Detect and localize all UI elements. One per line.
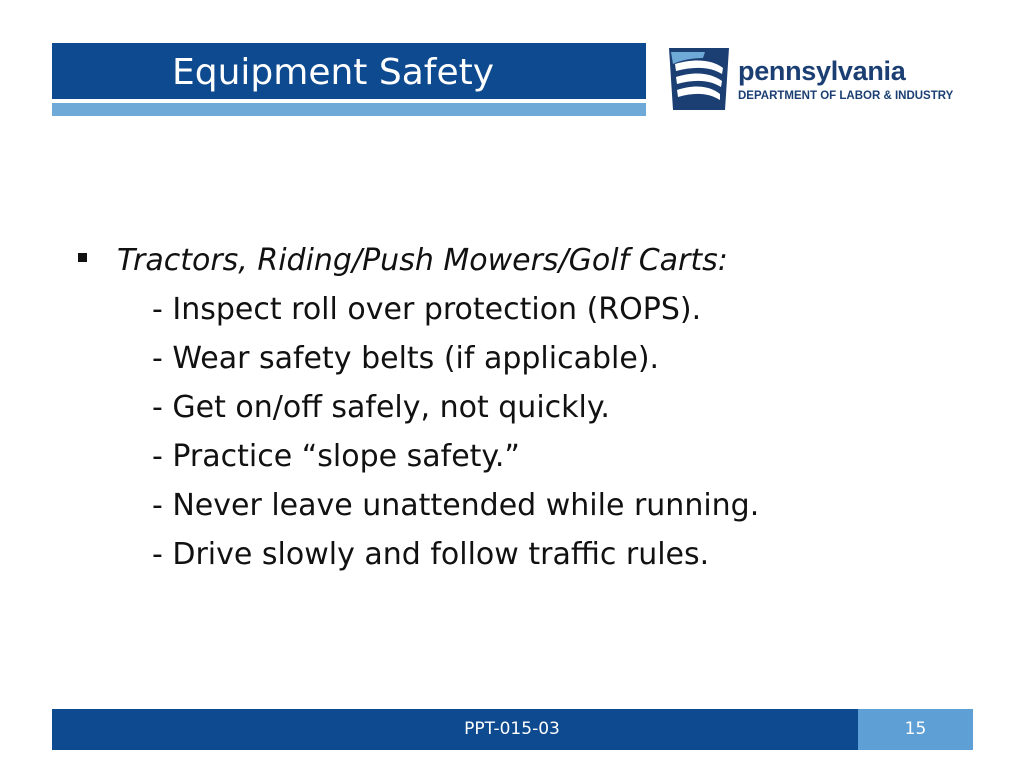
slide-content: [78, 236, 978, 579]
list-item: - Practice “slope safety.”: [152, 439, 520, 474]
list-item: - Wear safety belts (if applicable).: [152, 341, 660, 376]
list-item: - Drive slowly and follow traffic rules.: [152, 537, 710, 572]
bullet-heading-line: [78, 236, 978, 285]
logo-wordmark: pennsylvania: [738, 56, 906, 86]
logo-department: DEPARTMENT OF LABOR & INDUSTRY: [738, 90, 954, 102]
square-bullet-icon: [78, 253, 87, 262]
title-underline: [52, 103, 646, 116]
list-item: - Get on/off safely, not quickly.: [152, 390, 610, 425]
list-item: - Inspect roll over protection (ROPS).: [152, 292, 702, 327]
slide-title: Equipment Safety: [172, 52, 495, 93]
footer-code: PPT-015-03: [464, 719, 560, 739]
page-number: 15: [904, 719, 927, 739]
bullet-heading: Tractors, Riding/Push Mowers/Golf Carts:: [117, 243, 728, 278]
list-item: - Never leave unattended while running.: [152, 488, 760, 523]
